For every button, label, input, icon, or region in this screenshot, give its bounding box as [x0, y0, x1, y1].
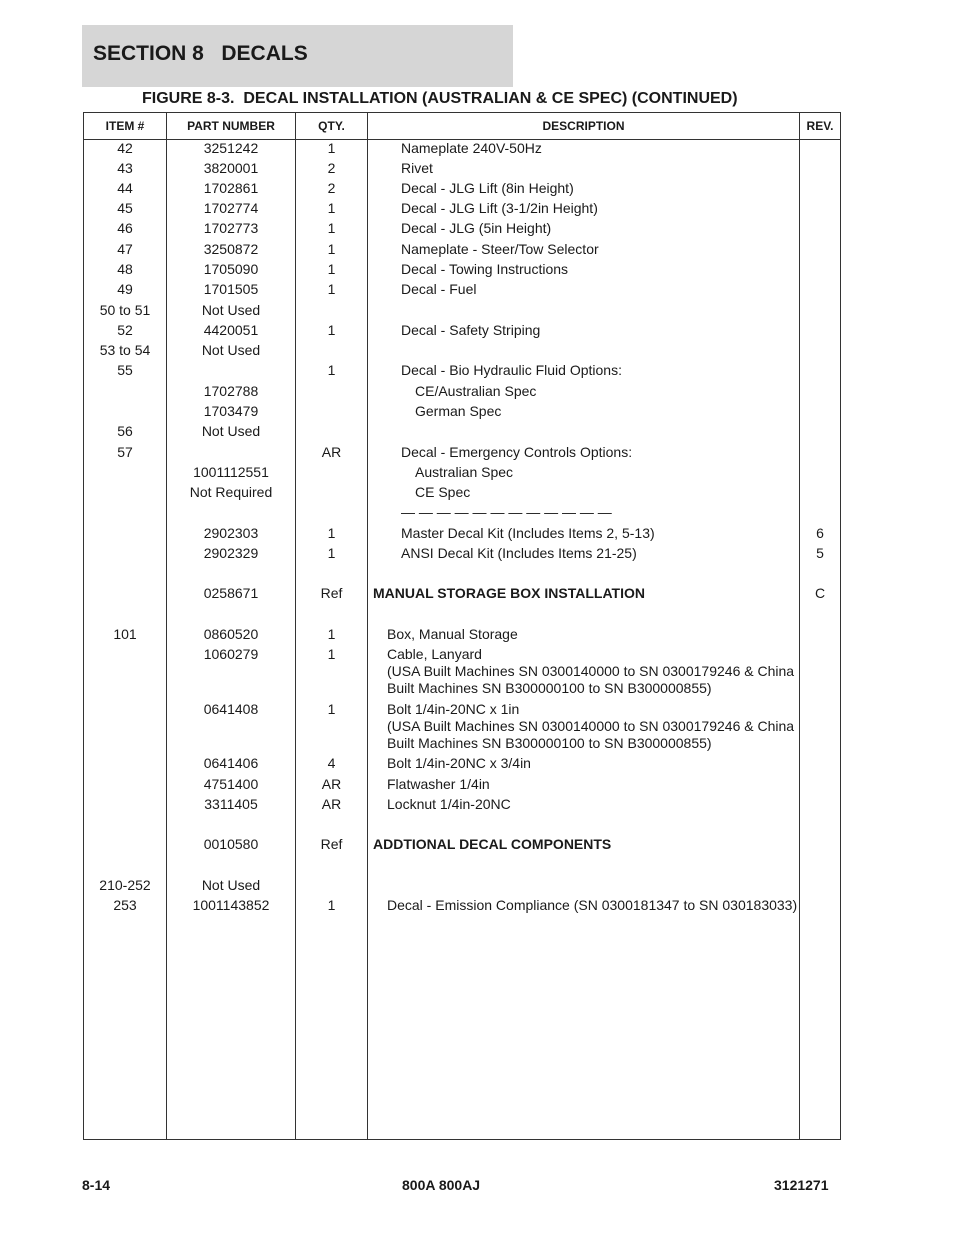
cell-part: 1060279: [203, 646, 259, 662]
cell-item: 46: [117, 220, 133, 236]
column-header-item: ITEM #: [105, 119, 145, 133]
cell-part: 1701505: [203, 281, 259, 297]
cell-qty: 1: [327, 897, 336, 913]
model-name: 800A 800AJ: [402, 1177, 481, 1193]
cell-item: 52: [117, 322, 133, 338]
cell-item: 53 to 54: [99, 342, 151, 358]
cell-qty: 1: [327, 241, 336, 257]
column-divider: [367, 113, 368, 1139]
cell-desc: ADDTIONAL DECAL COMPONENTS: [373, 836, 612, 852]
cell-item: 55: [117, 362, 133, 378]
cell-desc: Nameplate - Steer/Tow Selector: [401, 241, 599, 257]
figure-title: FIGURE 8-3. DECAL INSTALLATION (AUSTRALIAN & CE SPEC) (CONTINUED): [142, 90, 738, 107]
cell-qty: 1: [327, 525, 336, 541]
cell-item: 43: [117, 160, 133, 176]
cell-desc: Locknut 1/4in-20NC: [387, 796, 511, 812]
cell-item: 47: [117, 241, 133, 257]
cell-desc: Australian Spec: [415, 464, 514, 480]
cell-desc: Decal - JLG Lift (8in Height): [401, 180, 574, 196]
cell-qty: 1: [327, 220, 336, 236]
column-header-rev: REV.: [806, 119, 834, 133]
cell-desc: Box, Manual Storage: [387, 626, 518, 642]
cell-qty: 4: [327, 755, 336, 771]
cell-desc: Decal - Bio Hydraulic Fluid Options:: [401, 362, 622, 378]
cell-part: 0258671: [203, 585, 259, 601]
cell-item: 45: [117, 200, 133, 216]
cell-item: 44: [117, 180, 133, 196]
section-header-band: [82, 25, 513, 87]
cell-part: 4751400: [203, 776, 259, 792]
document-number: 3121271: [774, 1177, 829, 1193]
cell-qty: Ref: [320, 836, 343, 852]
cell-desc: Decal - JLG (5in Height): [401, 220, 552, 236]
cell-desc: Decal - Safety Striping: [401, 322, 541, 338]
cell-part: 0641408: [203, 701, 259, 717]
cell-desc: MANUAL STORAGE BOX INSTALLATION: [373, 585, 645, 601]
cell-qty: 1: [327, 545, 336, 561]
cell-part: 2902303: [203, 525, 259, 541]
cell-part: 1703479: [203, 403, 259, 419]
cell-item: 101: [113, 626, 137, 642]
column-header-qty: QTY.: [318, 119, 345, 133]
cell-qty: 1: [327, 701, 336, 717]
cell-desc: Bolt 1/4in-20NC x 3/4in: [387, 755, 531, 771]
cell-qty: 2: [327, 180, 336, 196]
cell-part: 1702861: [203, 180, 259, 196]
cell-qty: 1: [327, 261, 336, 277]
cell-qty: AR: [321, 444, 342, 460]
cell-part: 3251242: [203, 140, 259, 156]
cell-qty: AR: [321, 776, 342, 792]
cell-qty: 1: [327, 646, 336, 662]
cell-desc: — — — — — — — — — — — —: [401, 504, 612, 520]
parts-table: [83, 112, 841, 1140]
cell-item: 56: [117, 423, 133, 439]
cell-qty: Ref: [320, 585, 343, 601]
cell-rev: 5: [816, 545, 824, 561]
cell-part: 1702774: [203, 200, 259, 216]
cell-part: 1702773: [203, 220, 259, 236]
column-header-description: DESCRIPTION: [542, 119, 625, 133]
cell-part: 1702788: [203, 383, 259, 399]
cell-qty: 1: [327, 140, 336, 156]
cell-part: 1705090: [203, 261, 259, 277]
cell-part: Not Used: [201, 342, 261, 358]
cell-desc: German Spec: [415, 403, 502, 419]
cell-item: 50 to 51: [99, 302, 151, 318]
cell-item: 57: [117, 444, 133, 460]
cell-desc: Decal - Emission Compliance (SN 0300181347 to SN 030183033): [387, 897, 798, 913]
cell-part: Not Used: [201, 423, 261, 439]
cell-item: 42: [117, 140, 133, 156]
cell-part: 3250872: [203, 241, 259, 257]
cell-desc: CE Spec: [415, 484, 471, 500]
cell-qty: AR: [321, 796, 342, 812]
column-header-part-number: PART NUMBER: [187, 119, 275, 133]
cell-item: 253: [113, 897, 137, 913]
cell-item: 48: [117, 261, 133, 277]
cell-part: 3820001: [203, 160, 259, 176]
cell-desc: Cable, Lanyard (USA Built Machines SN 0300140000 to SN 0300179246 & China Built Machines SN B300000100 to SN B300000855): [387, 646, 795, 696]
cell-qty: 1: [327, 362, 336, 378]
cell-desc: Rivet: [401, 160, 433, 176]
cell-rev: 6: [816, 525, 824, 541]
cell-part: 2902329: [203, 545, 259, 561]
cell-part: 0010580: [203, 836, 259, 852]
cell-part: Not Used: [201, 877, 261, 893]
cell-qty: 2: [327, 160, 336, 176]
cell-desc: CE/Australian Spec: [415, 383, 537, 399]
cell-desc: Flatwasher 1/4in: [387, 776, 490, 792]
cell-part: 4420051: [203, 322, 259, 338]
cell-item: 49: [117, 281, 133, 297]
cell-desc: Bolt 1/4in-20NC x 1in (USA Built Machines SN 0300140000 to SN 0300179246 & China Built Machines SN B300000100 to SN B300000855): [387, 701, 795, 751]
cell-desc: Decal - Fuel: [401, 281, 477, 297]
cell-part: 1001112551: [193, 464, 269, 480]
cell-part: 1001143852: [192, 897, 270, 913]
cell-part: Not Used: [201, 302, 261, 318]
cell-desc: Decal - JLG Lift (3-1/2in Height): [401, 200, 598, 216]
cell-part: Not Required: [189, 484, 273, 500]
cell-desc: Decal - Towing Instructions: [401, 261, 569, 277]
cell-qty: 1: [327, 322, 336, 338]
cell-qty: 1: [327, 281, 336, 297]
section-title: SECTION 8 DECALS: [93, 42, 308, 65]
cell-desc: Nameplate 240V-50Hz: [401, 140, 542, 156]
cell-desc: Decal - Emergency Controls Options:: [401, 444, 633, 460]
page-number: 8-14: [82, 1177, 111, 1193]
cell-desc: ANSI Decal Kit (Includes Items 21-25): [401, 545, 637, 561]
cell-qty: 1: [327, 200, 336, 216]
cell-part: 0860520: [203, 626, 259, 642]
cell-qty: 1: [327, 626, 336, 642]
column-divider: [799, 113, 800, 1139]
cell-desc: Master Decal Kit (Includes Items 2, 5-13): [401, 525, 655, 541]
cell-part: 0641406: [203, 755, 259, 771]
cell-rev: C: [814, 585, 826, 601]
cell-item: 210-252: [99, 877, 151, 893]
cell-part: 3311405: [204, 796, 258, 812]
